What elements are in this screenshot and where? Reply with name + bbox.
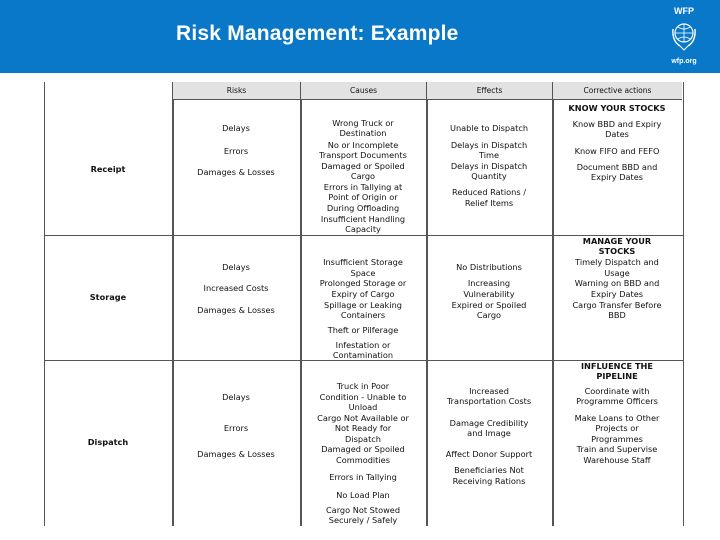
effect-item: Expired or Spoiled <box>451 300 527 310</box>
action-heading: INFLUENCE THE <box>581 361 653 371</box>
cause-item: No Load Plan <box>336 490 390 500</box>
risk-item: Increased Costs <box>203 283 269 293</box>
action-item: Warning on BBD and <box>574 278 660 288</box>
cause-item: Unload <box>348 402 378 412</box>
action-heading: PIPELINE <box>596 371 638 381</box>
cause-item: Errors in Tallying <box>329 472 397 482</box>
effect-item: Increasing <box>467 278 511 288</box>
action-item: Warehouse Staff <box>583 455 651 465</box>
cause-item: Spillage or Leaking <box>324 300 402 310</box>
header-effects: Effects <box>427 82 552 100</box>
action-item: Usage <box>604 268 630 278</box>
cause-item: Commodities <box>336 455 390 465</box>
cause-item: Expiry of Cargo <box>331 289 395 299</box>
header-causes: Causes <box>301 82 426 100</box>
cause-item: No or Incomplete <box>327 140 399 150</box>
effect-item: No Distributions <box>456 262 522 272</box>
action-item: BBD <box>608 310 626 320</box>
effect-item: and Image <box>467 428 511 438</box>
cause-item: Damaged or Spoiled <box>321 444 405 454</box>
risk-item: Damages & Losses <box>197 305 275 315</box>
action-item: Projects or <box>595 423 639 433</box>
effect-item: Quantity <box>471 171 507 181</box>
cause-item: Destination <box>339 128 387 138</box>
effect-item: Delays in Dispatch <box>450 140 528 150</box>
effect-item: Affect Donor Support <box>445 449 533 459</box>
logo-url-text: wfp.org <box>671 58 697 65</box>
cause-item: Prolonged Storage or <box>319 278 407 288</box>
cause-item: Point of Origin or <box>328 192 398 202</box>
cause-item: During Offloading <box>326 203 400 213</box>
action-item: Know BBD and Expiry <box>572 119 662 129</box>
risk-table <box>44 82 684 526</box>
effect-item: Reduced Rations / <box>452 187 526 197</box>
action-heading: MANAGE YOUR <box>582 236 652 246</box>
action-item: Cargo Transfer Before <box>572 300 662 310</box>
effect-item: Relief Items <box>464 198 514 208</box>
stage-label: Receipt <box>90 164 126 174</box>
stage-label: Storage <box>89 292 127 302</box>
effect-item: Unable to Dispatch <box>449 123 529 133</box>
action-item: Document BBD and <box>576 162 658 172</box>
wfp-emblem-icon <box>670 19 698 55</box>
cause-item: Errors in Tallying at <box>323 182 403 192</box>
action-item: Make Loans to Other <box>574 413 660 423</box>
logo-wfp-text: WFP <box>674 6 694 16</box>
risk-item: Damages & Losses <box>197 449 275 459</box>
risk-item: Delays <box>222 262 250 272</box>
action-item: Expiry Dates <box>590 289 644 299</box>
risk-item: Damages & Losses <box>197 167 275 177</box>
effect-item: Receiving Rations <box>452 476 526 486</box>
effect-item: Damage Credibility <box>449 418 529 428</box>
cause-item: Insufficient Handling <box>320 214 406 224</box>
action-item: Programme Officers <box>576 396 658 406</box>
cause-item: Space <box>350 268 376 278</box>
action-heading: STOCKS <box>598 246 636 256</box>
slide-title: Risk Management: Example <box>176 22 459 45</box>
wfp-logo <box>656 4 712 68</box>
cause-item: Capacity <box>345 224 381 234</box>
action-item: Know FIFO and FEFO <box>574 146 660 156</box>
stage-column <box>44 82 174 526</box>
effect-item: Delays in Dispatch <box>450 161 528 171</box>
cause-item: Not Ready for <box>334 423 392 433</box>
risk-item: Delays <box>222 123 250 133</box>
header-bar <box>0 0 720 73</box>
action-item: Expiry Dates <box>590 172 644 182</box>
action-item: Timely Dispatch and <box>575 257 659 267</box>
action-item: Dates <box>605 129 629 139</box>
action-heading: KNOW YOUR STOCKS <box>568 103 666 113</box>
cause-item: Dispatch <box>345 434 381 444</box>
cause-item: Infestation or <box>335 340 391 350</box>
cause-item: Contamination <box>332 350 394 360</box>
effect-item: Beneficiaries Not <box>454 465 524 475</box>
effect-item: Cargo <box>476 310 502 320</box>
header-actions: Corrective actions <box>553 82 682 100</box>
effect-item: Vulnerability <box>463 289 515 299</box>
effect-item: Increased <box>469 386 509 396</box>
cause-item: Cargo Not Available or <box>317 413 409 423</box>
risk-item: Errors <box>223 423 249 433</box>
cause-item: Damaged or Spoiled <box>321 161 405 171</box>
action-item: Train and Supervise <box>576 444 658 454</box>
cause-item: Theft or Pilferage <box>327 325 399 335</box>
cause-item: Cargo Not Stowed <box>325 505 401 515</box>
risk-item: Errors <box>223 146 249 156</box>
cause-item: Securely / Safely <box>328 515 398 525</box>
cause-item: Transport Documents <box>319 150 407 160</box>
header-risks: Risks <box>173 82 300 100</box>
action-item: Coordinate with <box>584 386 650 396</box>
stage-label: Dispatch <box>87 437 129 447</box>
cause-item: Condition - Unable to <box>319 392 407 402</box>
cause-item: Containers <box>340 310 386 320</box>
cause-item: Insufficient Storage <box>323 257 403 267</box>
effect-item: Time <box>478 150 500 160</box>
action-item: Programmes <box>591 434 643 444</box>
effect-item: Transportation Costs <box>446 396 532 406</box>
risk-item: Delays <box>222 392 250 402</box>
cause-item: Wrong Truck or <box>332 118 394 128</box>
cause-item: Cargo <box>350 171 376 181</box>
cause-item: Truck in Poor <box>336 381 390 391</box>
